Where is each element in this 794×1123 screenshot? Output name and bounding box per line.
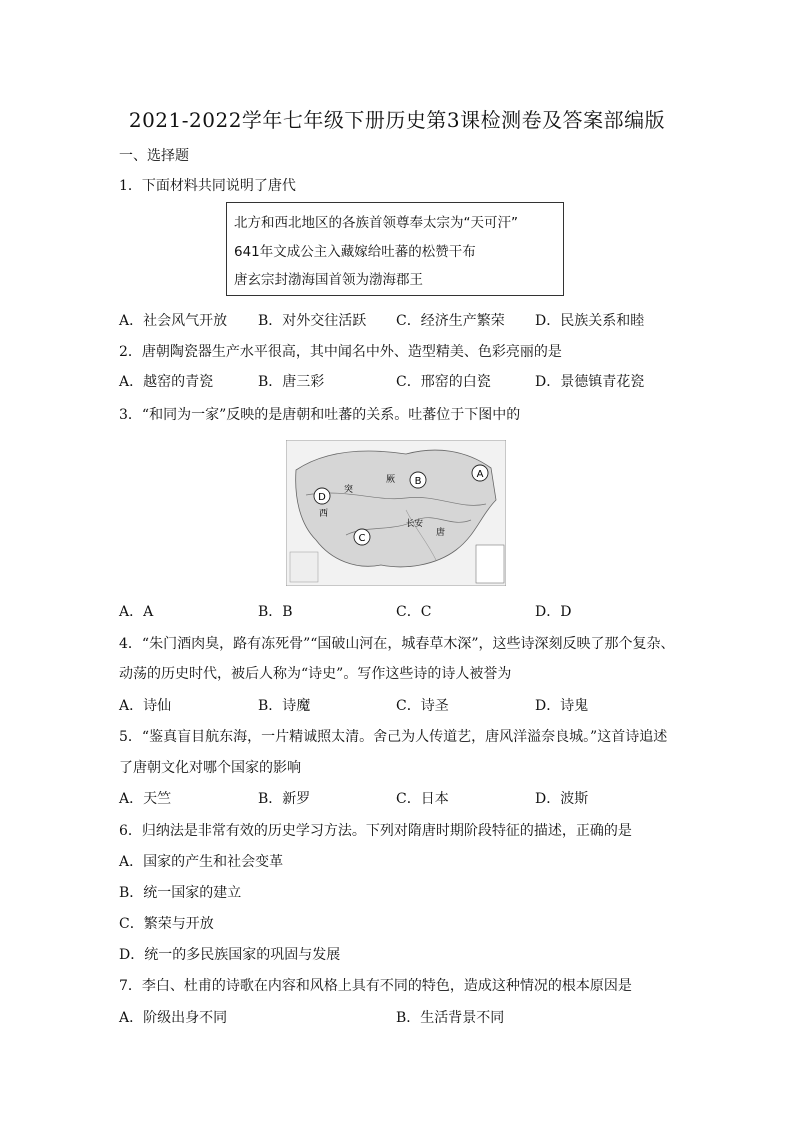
q2-option-b[interactable]: B．唐三彩 bbox=[258, 374, 325, 390]
q5-option-c[interactable]: C．日本 bbox=[396, 791, 449, 807]
question-3-stem: 3．“和同为一家”反映的是唐朝和吐蕃的关系。吐蕃位于下图中的 bbox=[119, 407, 521, 423]
map-label-c: C bbox=[358, 533, 366, 544]
q1-option-c[interactable]: C．经济生产繁荣 bbox=[396, 313, 505, 329]
q6-option-d[interactable]: D．统一的多民族国家的巩固与发展 bbox=[119, 947, 341, 963]
q4-option-c[interactable]: C．诗圣 bbox=[396, 698, 449, 714]
page-title: 2021-2022学年七年级下册历史第3课检测卷及答案部编版 bbox=[128, 108, 666, 132]
q5-option-d[interactable]: D．波斯 bbox=[535, 791, 589, 807]
q1-option-b[interactable]: B．对外交往活跃 bbox=[258, 313, 367, 329]
question-4-stem-line-2: 动荡的历史时代，被后人称为“诗史”。写作这些诗的诗人被誉为 bbox=[119, 666, 512, 682]
map-text-tang: 唐 bbox=[436, 528, 446, 538]
map-text-tujue: 突 bbox=[344, 485, 354, 495]
question-6-stem: 6．归纳法是非常有效的历史学习方法。下列对隋唐时期阶段特征的描述，正确的是 bbox=[119, 823, 632, 839]
tang-dynasty-map bbox=[286, 440, 506, 586]
q3-option-c[interactable]: C．C bbox=[396, 604, 432, 620]
question-5-stem-line-1: 5．“鉴真盲目航东海，一片精诚照太清。舍己为人传道艺，唐风洋溢奈良城。”这首诗追述 bbox=[119, 729, 668, 745]
q4-option-b[interactable]: B．诗魔 bbox=[258, 698, 311, 714]
map-text-xi: 西 bbox=[319, 509, 329, 519]
question-1-stem: 1．下面材料共同说明了唐代 bbox=[119, 178, 296, 194]
q4-option-a[interactable]: A．诗仙 bbox=[119, 698, 172, 714]
section-heading: 一、选择题 bbox=[119, 148, 189, 164]
q5-option-a[interactable]: A．天竺 bbox=[119, 791, 172, 807]
q4-option-d[interactable]: D．诗鬼 bbox=[535, 698, 589, 714]
q3-option-d[interactable]: D．D bbox=[535, 604, 572, 620]
q2-option-c[interactable]: C．邢窑的白瓷 bbox=[396, 374, 491, 390]
q7-option-b[interactable]: B．生活背景不同 bbox=[396, 1010, 505, 1026]
question-7-stem: 7．李白、杜甫的诗歌在内容和风格上具有不同的特色，造成这种情况的根本原因是 bbox=[119, 978, 632, 994]
question-2-stem: 2．唐朝陶瓷器生产水平很高，其中闻名中外、造型精美、色彩亮丽的是 bbox=[119, 344, 562, 360]
q6-option-c[interactable]: C．繁荣与开放 bbox=[119, 916, 214, 932]
q2-option-a[interactable]: A．越窑的青瓷 bbox=[119, 374, 214, 390]
map-text-jue: 厥 bbox=[386, 475, 396, 485]
q6-option-a[interactable]: A．国家的产生和社会变革 bbox=[119, 854, 284, 870]
map-label-b: B bbox=[414, 476, 422, 487]
q1-option-a[interactable]: A．社会风气开放 bbox=[119, 313, 228, 329]
material-line-1: 北方和西北地区的各族首领尊奉太宗为“天可汗” bbox=[234, 215, 518, 231]
map-text-changan: 长安 bbox=[406, 519, 424, 529]
map-label-a: A bbox=[476, 469, 484, 480]
q6-option-b[interactable]: B．统一国家的建立 bbox=[119, 885, 242, 901]
q2-option-d[interactable]: D．景德镇青花瓷 bbox=[535, 374, 645, 390]
q5-option-b[interactable]: B．新罗 bbox=[258, 791, 311, 807]
q7-option-a[interactable]: A．阶级出身不同 bbox=[119, 1010, 228, 1026]
map-inset bbox=[476, 545, 504, 583]
material-line-3: 唐玄宗封渤海国首领为渤海郡王 bbox=[234, 272, 423, 288]
q3-option-b[interactable]: B．B bbox=[258, 604, 293, 620]
map-legend bbox=[290, 552, 318, 582]
q1-option-d[interactable]: D．民族关系和睦 bbox=[535, 313, 645, 329]
question-4-stem-line-1: 4．“朱门酒肉臭，路有冻死骨”“国破山河在，城春草木深”，这些诗深刻反映了那个复杂、 bbox=[119, 636, 675, 652]
q3-option-a[interactable]: A．A bbox=[119, 604, 154, 620]
material-line-2: 641年文成公主入藏嫁给吐蕃的松赞干布 bbox=[234, 244, 476, 260]
question-1-material-box bbox=[226, 202, 564, 296]
question-5-stem-line-2: 了唐朝文化对哪个国家的影响 bbox=[119, 760, 301, 776]
map-label-d: D bbox=[318, 492, 326, 503]
